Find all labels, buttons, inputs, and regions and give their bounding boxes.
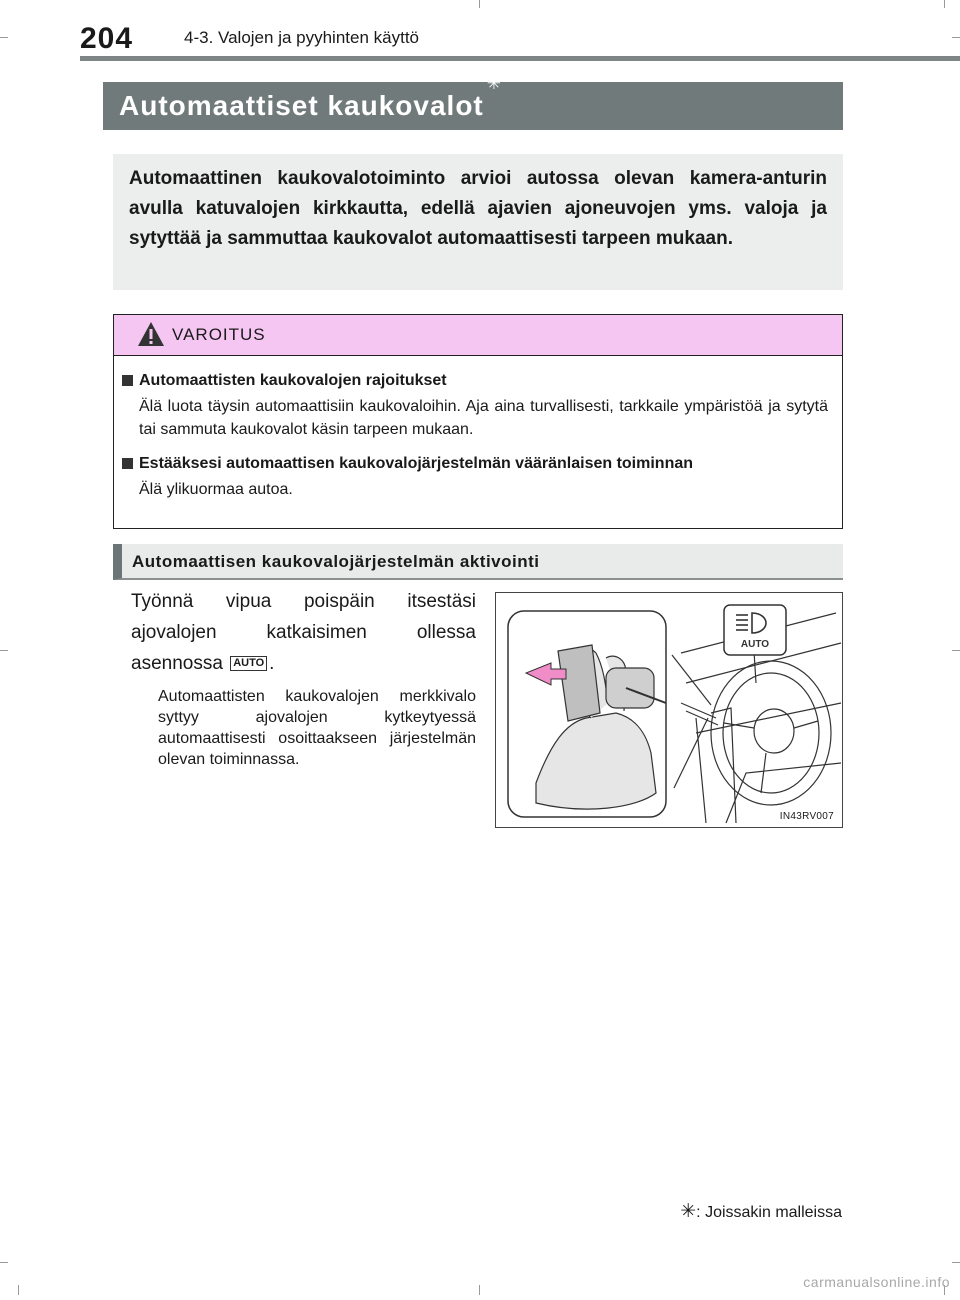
footnote-asterisk: ✳ [680, 1201, 697, 1222]
page-title: Automaattiset kaukovalot [119, 90, 484, 121]
intro-box [113, 154, 843, 290]
step-line-end: . [269, 653, 275, 674]
footnote-text: : Joissakin malleissa [696, 1204, 842, 1221]
step-line [131, 648, 476, 679]
bullet-square-icon [122, 458, 133, 469]
step-line: ajovalojen katkaisimen ollessa [131, 622, 476, 643]
warning-header [114, 315, 842, 356]
title-bar [103, 74, 843, 130]
crop-mark [479, 1285, 480, 1295]
crop-mark [952, 1262, 960, 1263]
title-asterisk: ✳ [486, 74, 501, 93]
section-label: 4-3. Valojen ja pyyhinten käyttö [184, 28, 419, 47]
warning-item-title [122, 453, 828, 475]
crop-mark [0, 650, 8, 651]
steering-lever-illustration [495, 592, 843, 828]
warning-item-title-text: Estääksesi automaattisen kaukovalojärjestelmän vääränlaisen toiminnan [139, 455, 694, 472]
subsection-bar [113, 544, 843, 580]
bullet-square-icon [122, 375, 133, 386]
crop-mark [952, 650, 960, 651]
crop-mark [0, 1262, 8, 1263]
crop-mark [0, 37, 8, 38]
step-instruction [131, 586, 476, 679]
crop-mark [944, 0, 945, 8]
illustration-code: IN43RV007 [779, 811, 834, 822]
illustration-drawing [496, 593, 843, 828]
auto-position-icon: AUTO [230, 656, 267, 671]
page-header [80, 22, 960, 64]
warning-box [113, 314, 843, 529]
crop-mark [18, 1285, 19, 1295]
intro-text: Automaattinen kaukovalotoiminto arvioi autossa olevan kamera-anturin avulla katuvalojen kirkkautta, edellä ajavien ajoneuvojen yms. valoja ja sytyttää ja sammuttaa kaukovalot automaattisesti tarpeen mukaan. [129, 168, 827, 249]
warning-triangle-icon [137, 320, 165, 348]
step-line: Työnnä vipua poispäin itsestäsi [131, 591, 476, 612]
step-note: Automaattisten kaukovalojen merkkivalo syttyy ajovalojen kytkeytyessä automaattisesti osoittaakseen järjestelmän olevan toiminnassa. [158, 688, 476, 768]
warning-body [114, 356, 842, 501]
step-line-text: asennossa [131, 653, 223, 674]
warning-item-title-text: Automaattisten kaukovalojen rajoitukset [139, 372, 447, 389]
warning-item-title [122, 370, 828, 392]
header-rule [80, 56, 960, 61]
auto-indicator-label: AUTO [740, 639, 770, 650]
subsection-title: Automaattisen kaukovalojärjestelmän aktivointi [132, 552, 540, 571]
warning-item-text: Älä luota täysin automaattisiin kaukovaloihin. Aja aina turvallisesti, tarkkaile ympäristöä ja sytytä tai sammuta kaukovalot käsin tarpeen mukaan. [139, 398, 828, 438]
warning-title: VAROITUS [172, 325, 266, 344]
page-number: 204 [80, 22, 134, 55]
footnote [680, 1200, 842, 1223]
warning-item-text: Älä ylikuormaa autoa. [139, 481, 293, 498]
watermark: carmanualsonline.info [803, 1274, 950, 1290]
crop-mark [479, 0, 480, 8]
